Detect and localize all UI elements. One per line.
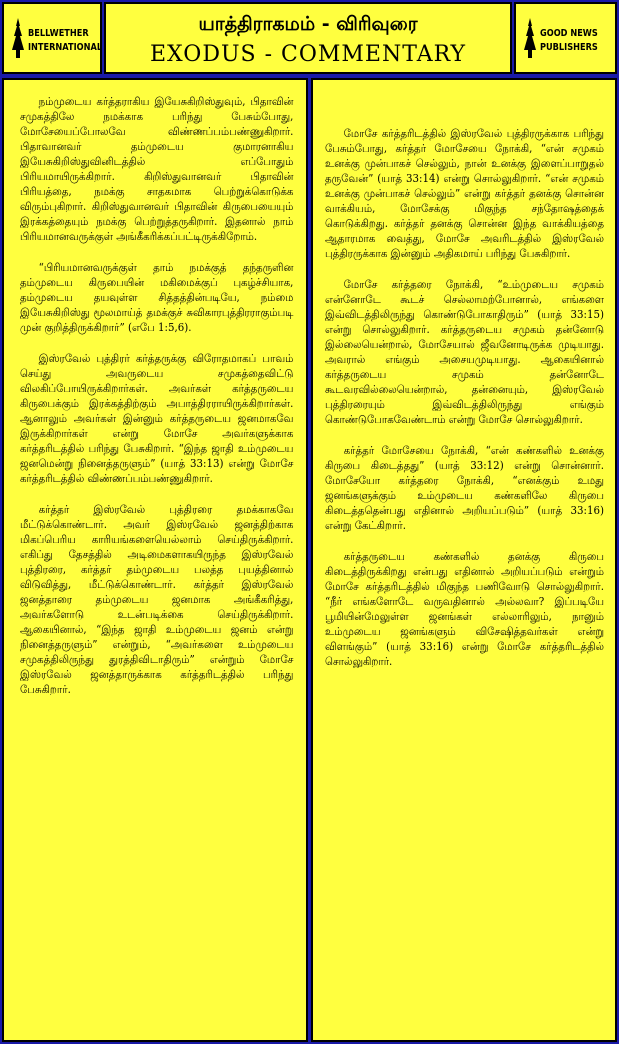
left-paragraph-3: இஸ்ரவேல் புத்திரர் கர்த்தருக்கு விரோதமாகப் பாவம் செய்து அவருடைய சமுகத்தைவிட்டு விலகிப்போயிருக்கிறார்கள். அவர்கள் கர்த்தருடைய கிருபைக்கும் இரக்கத்திற்கும் அபாத்திரராயிருக்கிறார்கள். ஆனாலும் அவர்கள் இன்னும் கர்த்தருடைய ஜனமாகவே இருக்கிறார்கள் என்று மோசே அவர்களுக்காக கர்த்தரிடத்தில் பரிந்து பேசுகிறார். “இந்த ஜாதி உம்முடைய ஜனமென்று நினைத்தருளும்” (யாத் 33:13) என்று மோசே கர்த்தரிடத்தில் விண்ணப்பம்பண்ணுகிறார். [20,352,294,485]
left-paragraph-1: நம்முடைய கர்த்தராகிய இயேசுகிறிஸ்துவும், பிதாவின் சமுகத்திலே நமக்காக பரிந்து பேசும்போது, மோசேயைப்போலவே விண்ணப்பம்பண்ணுகிறார். பிதாவானவர் தம்முடைய குமாரனாகிய இயேசுகிறிஸ்துவினிடத்தில் எப்போதும் பிரியமாயிருக்கிறார். கிறிஸ்துவானவர் பிதாவின் பிரியத்தை, நமக்கு சாதகமாக பெற்றுக்கொடுக்க விரும்புகிறார். கிறிஸ்துவானவர் பிதாவின் கிருபையையும் இரக்கத்தையும் நமக்கு பெற்றுத்தருகிறார். இதனால் நாம் பிரியமானவருக்குள் அங்கீகரிக்கப்பட்டிருக்கிறோம். [20,95,294,243]
right-logo-line2: PUBLISHERS [540,42,598,53]
left-logo-line1: BELLWETHER [28,28,89,39]
header-left-panel [2,2,102,74]
bellwether-logo [10,14,103,64]
right-paragraph-3: கர்த்தர் மோசேயை நோக்கி, “என் கண்களில் உனக்கு கிருபை கிடைத்தது” (யாத் 33:12) என்று சொன்னார். மோசேயோ கர்த்தரை நோக்கி, “எனக்கும் உமது ஜனங்களுக்கும் உம்முடைய கண்களிலே கிருபை கிடைத்ததென்பது எதினால் அறியப்படும்” (யாத் 33:16) என்று கேட்கிறார். [325,444,604,532]
title-english: EXODUS - COMMENTARY [149,42,467,67]
header-title-panel [104,2,512,74]
title-tamil: யாத்திராகமம் - விரிவுரை [198,13,418,35]
header-right-panel [514,2,617,74]
good-news-logo [522,14,610,64]
left-paragraph-4: கர்த்தர் இஸ்ரவேல் புத்திரரை தமக்காகவே மீட்டுக்கொண்டார். அவர் இஸ்ரவேல் ஜனத்திற்காக மிகப்பெரிய காரியங்களையெல்லாம் செய்திருக்கிறார். எகிப்து தேசத்தில் அடிமைகளாகயிருந்த இஸ்ரவேல் புத்திரரை, கர்த்தர் தம்முடைய பலத்த புயத்தினால் விடுவித்து, மீட்டுக்கொண்டார். கர்த்தர் இஸ்ரவேல் ஜனத்தாரை தம்முடைய ஜனமாக அங்கீகரித்து, அவர்களோடு உடன்படிக்கை செய்திருக்கிறார். ஆகையினால், “இந்த ஜாதி உம்முடைய ஜனம் என்று நினைத்தருளும்” என்றும், “அவர்களை உம்முடைய சமுகத்திலிருந்து துரத்திவிடாதிரும்” என்றும் மோசே இஸ்ரவேல் ஜனத்தாருக்காக கர்த்தரிடத்தில் பரிந்து பேசுகிறார். [20,503,294,696]
left-paragraph-2: “பிரியமானவருக்குள் தாம் நமக்குத் தந்தருளின தம்முடைய கிருபையின் மகிமைக்குப் புகழ்ச்சியாக, தம்முடைய தயவுள்ள சித்தத்தின்படியே, நம்மை இயேசுகிறிஸ்து மூலமாய்த் தமக்குச் சுவிகாரபுத்திரராகும்படி முன் குறித்திருக்கிறார்” (எபே 1:5,6). [20,261,294,334]
right-column [311,78,617,1042]
right-paragraph-2: மோசே கர்த்தரை நோக்கி, “உம்முடைய சமுகம் என்னோடே கூடச் செல்லாமற்போனால், எங்களை இவ்விடத்திலிருந்து கொண்டுபோகாதிரும்” (யாத் 33:15) என்று சொல்லுகிறார். கர்த்தருடைய சமுகம் தன்னோடு இல்லையென்றால், மோசேயால் ஜீவனோடிருக்க முடியாது. அவரால் எங்கும் அசையமுடியாது. ஆகையினால் கர்த்தருடைய சமுகம் தன்னோடே கூடவரவில்லையென்றால், தன்னையும், இஸ்ரவேல் புத்திரரையும் இவ்விடத்திலிருந்து எங்கும் கொண்டுபோகவேண்டாம் என்று மோசே சொல்லுகிறார். [325,278,604,426]
right-paragraph-1: மோசே கர்த்தரிடத்தில் இஸ்ரவேல் புத்திரருக்காக பரிந்து பேசும்போது, கர்த்தர் மோசேயை நோக்கி, “என் சமுகம் உனக்கு முன்பாகச் செல்லும், நான் உனக்கு இளைப்பாறுதல் தருவேன்” (யாத் 33:14) என்று சொல்லுகிறார். “என் சமுகம் உனக்கு முன்பாகச் செல்லும்” என்று கர்த்தர் தனக்கு சொன்ன வாக்கியம், மோசேக்கு மிகுந்த சந்தோஷத்தைக் கொடுக்கிறது. கர்த்தர் தனக்கு சொன்ன இந்த வாக்கியத்தை ஆதாரமாக வைத்து, மோசே அவரிடத்தில் இஸ்ரவேல் புத்திரருக்காக இன்னும் அதிகமாய் பரிந்து பேசுகிறார். [325,127,604,260]
right-paragraph-4: கர்த்தருடைய கண்களில் தனக்கு கிருபை கிடைத்திருக்கிறது என்பது எதினால் அறியப்படும் என்றும் மோசே கர்த்தரிடத்தில் மிகுந்த பணிவோடு சொல்லுகிறார். “நீர் எங்களோடே வருவதினால் அல்லவா? இப்படியே பூமியின்மேலுள்ள ஜனங்கள் எல்லாரிலும், நானும் உம்முடைய ஜனங்களும் விசேஷித்தவர்கள் என்று விளங்கும்” (யாத் 33:16) என்று மோசே கர்த்தரிடத்தில் சொல்லுகிறார். [325,550,604,668]
left-column [2,78,308,1042]
left-logo-line2: INTERNATIONAL [28,42,103,53]
bellwether-logo-icon [10,16,26,60]
right-logo-line1: GOOD NEWS [540,28,598,39]
good-news-logo-icon [522,16,538,60]
